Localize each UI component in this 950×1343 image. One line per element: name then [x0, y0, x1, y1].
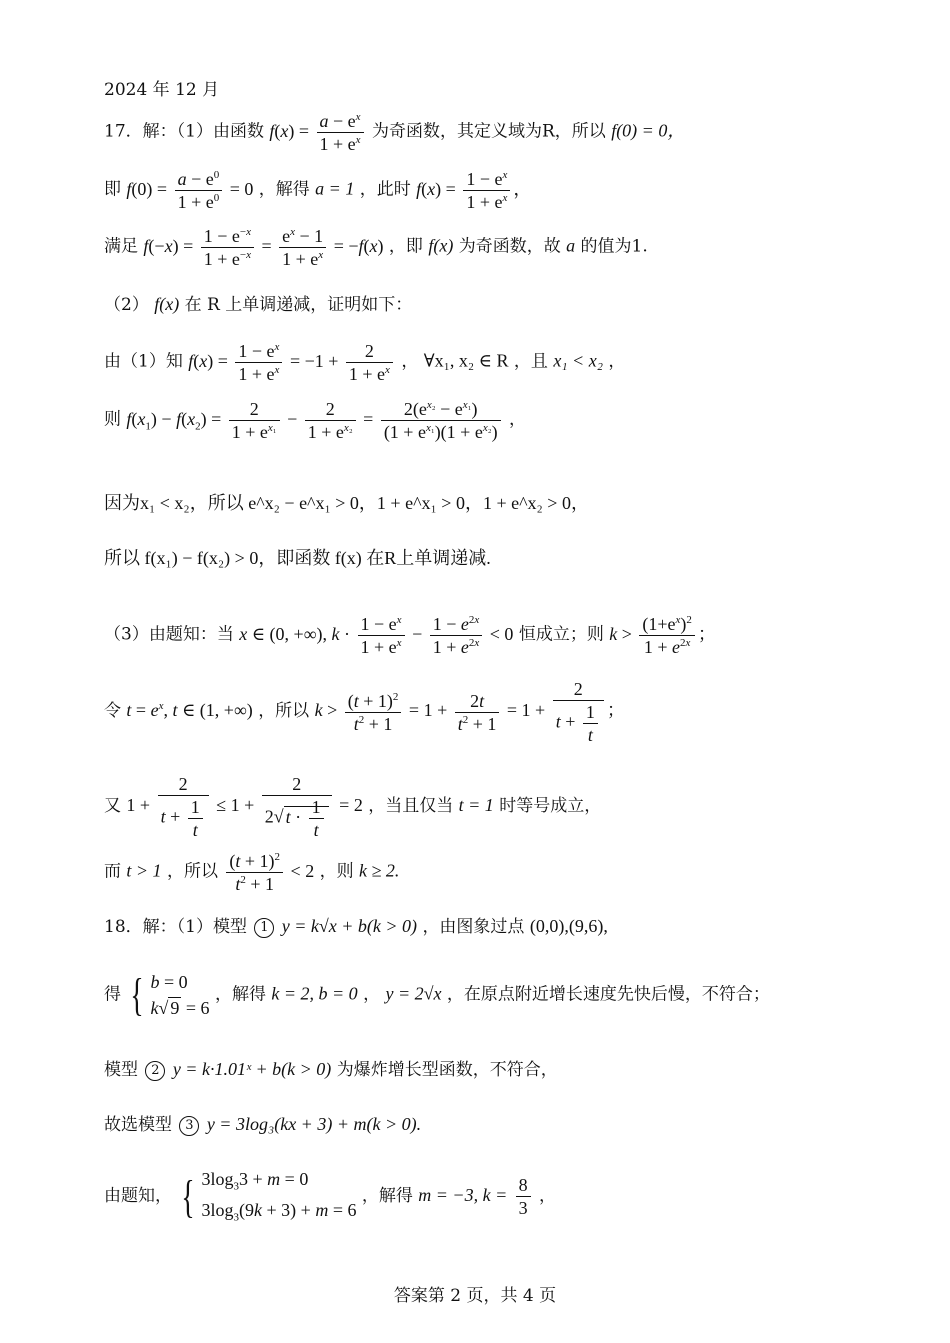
fraction: $\frac{a - e^x}{1 + e^x}$ — [317, 112, 364, 153]
q17-line-2: 即 f(0) = $\frac{a - e^0}{1 + e^0}$ = 0 ，解得 a = 1 ，此时 f(x) = $\frac{1 - e^x}{1 + e^x}$ ， — [104, 169, 532, 212]
q17-line-1: 17．解：（1）由函数 f(x) = $\frac{a - e^x}{1 + e^x}$ 为奇函数，其定义域为R，所以 f(0) = 0， — [104, 111, 686, 154]
q17-line-3: 满足 f(−x) = $\frac{1 - e^{-x}}{1 + e^{-x}}$ = $\frac{e^x - 1}{1 + e^x}$ = −f(x) ，即 f(x) 为奇函数，故 a 的值为1. — [104, 226, 648, 269]
q17-line-7: 因为x₁ < x₂，所以 e^x₂ − e^x₁ > 0，1 + e^x₁ > 0，1 + e^x₂ > 0， — [104, 493, 589, 513]
page-footer: 答案第 2 页，共 4 页 — [393, 1286, 557, 1306]
circled-2-icon: 2 — [145, 1061, 165, 1081]
q17-title: 17．解：（1）由函数 — [104, 121, 264, 142]
q17-line-10: 令 $t = e^x$, t ∈ (1, +∞) ，所以 k > $\frac{(t + 1)^2}{t^2 + 1}$ = 1 + $\frac{2t}{t^2 + 1}$ = 1 + 2 t + $\frac{1}{t}$ ； — [104, 679, 625, 745]
q17-line-12: 而 t > 1 ，所以 $\frac{(t + 1)^2}{t^2 + 1}$ < 2 ，则 k ≥ 2. — [104, 851, 400, 894]
page-date: 2024 年 12 月 — [104, 80, 220, 100]
q17-line-8: 所以 f(x₁) − f(x₂) > 0，即函数 f(x) 在R上单调递减. — [104, 548, 491, 568]
q17-part-2: （2） f(x) 在 R 上单调递减，证明如下： — [104, 294, 413, 315]
q17-part-3: （3）由题知：当 x ∈ (0, +∞), k · $\frac{1 - e^x}{1 + e^x}$ − $\frac{1 - e^{2x}}{1 + e^{2x}}$ < 0 恒成立；则 k > $\frac{(1+e^x)^2}{1 + e^{2x}}$ ； — [104, 614, 716, 657]
q18-line-5: 由题知， { $3\log_33 + m = 0$ $3\log_3(9k + 3) + m = 6$ ，解得 m = −3, k = $\frac{8}{3}$ ， — [104, 1169, 557, 1224]
q17-line-5: 由（1）知 f(x) = $\frac{1 - e^x}{1 + e^x}$ = −1 + $\frac{2}{1 + e^x}$ ， ∀x₁, x₂ ∈ R ，且 x₁ < x₂ ， — [104, 341, 626, 384]
q18-line-4: 故选模型 3 y = 3log₃(kx + 3) + m(k > 0). — [104, 1114, 422, 1135]
q18-line-3: 模型 2 y = k·1.01ˣ + b(k > 0) 为爆炸增长型函数，不符合， — [104, 1059, 558, 1080]
circled-3-icon: 3 — [179, 1116, 199, 1136]
q17-line-6: 则 $f(x_1) - f(x_2)$ = $\frac{2}{1 + e^{x_1}}$ − $\frac{2}{1 + e^{x_2}}$ = $\frac{2(e^{x_2} - e^{x_1})}{(1 + e^{x_1})(1 + e^{x_2})}$ ， — [104, 399, 526, 442]
circled-1-icon: 1 — [254, 918, 274, 938]
q18-title: 18．解：（1）模型 — [104, 917, 247, 937]
q18-line-2: 得 { b = 0 k√ 9 = 6 ，解得 k = 2, b = 0 ， y = 2√x ，在原点附近增长速度先快后慢，不符合； — [104, 969, 770, 1020]
q17-line-11: 又 1 + 2 t + $\frac{1}{t}$ ≤ 1 + 2 2√ t · $\frac{1}{t}$ = 2 ，当且仅当 t = 1 时等号成立， — [104, 774, 602, 840]
q18-line-1: 18．解：（1）模型 1 y = k√x + b(k > 0) ，由图象过点 (0,0),(9,6), — [104, 916, 608, 937]
